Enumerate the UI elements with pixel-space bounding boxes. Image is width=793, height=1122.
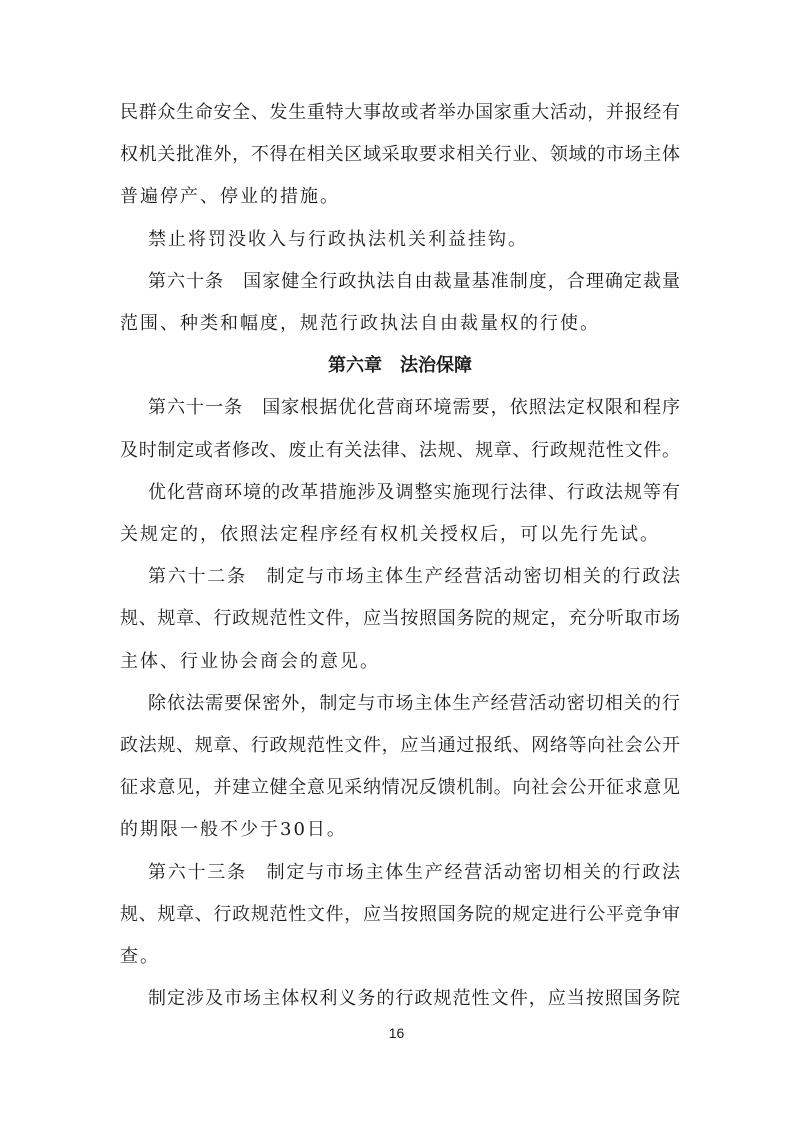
text-line: 民群众生命安全、发生重特大事故或者举办国家重大活动，并报经有	[120, 102, 680, 123]
chapter-heading: 第六章 法治保障	[328, 355, 472, 377]
article-63-line: 第六十三条 制定与市场主体生产经营活动密切相关的行政法	[148, 861, 680, 883]
text-line: 主体、行业协会商会的意见。	[120, 650, 380, 672]
text-line: 政法规、规章、行政规范性文件，应当通过报纸、网络等向社会公开	[120, 735, 680, 757]
text-line: 普遍停产、停业的措施。	[120, 186, 340, 208]
text-line: 查。	[120, 946, 160, 968]
article-61-line: 第六十一条 国家根据优化营商环境需要，依照法定权限和程序	[148, 397, 680, 419]
text-line: 权机关批准外，不得在相关区域采取要求相关行业、领域的市场主体	[120, 144, 680, 166]
text-line: 制定涉及市场主体权利义务的行政规范性文件，应当按照国务院	[148, 988, 680, 1010]
text-line: 征求意见，并建立健全意见采纳情况反馈机制。向社会公开征求意见	[120, 777, 680, 799]
article-62-line: 第六十二条 制定与市场主体生产经营活动密切相关的行政法	[148, 566, 680, 588]
text-line: 关规定的，依照法定程序经有权机关授权后，可以先行先试。	[120, 524, 660, 546]
text-line: 禁止将罚没收入与行政执法机关利益挂钩。	[148, 228, 528, 250]
text-line: 优化营商环境的改革措施涉及调整实施现行法律、行政法规等有	[148, 481, 680, 503]
document-body	[120, 92, 680, 1020]
text-line: 范围、种类和幅度，规范行政执法自由裁量权的行使。	[120, 313, 600, 335]
text-line: 除依法需要保密外，制定与市场主体生产经营活动密切相关的行	[148, 692, 680, 714]
article-60-line: 第六十条 国家健全行政执法自由裁量基准制度，合理确定裁量	[148, 270, 680, 292]
text-line: 规、规章、行政规范性文件，应当按照国务院的规定，充分听取市场	[120, 608, 680, 630]
text-line: 规、规章、行政规范性文件，应当按照国务院的规定进行公平竞争审	[120, 903, 680, 925]
text-line: 及时制定或者修改、废止有关法律、法规、规章、行政规范性文件。	[120, 439, 680, 461]
page-number: 16	[388, 1025, 405, 1041]
text-line: 的期限一般不少于30日。	[120, 819, 347, 841]
